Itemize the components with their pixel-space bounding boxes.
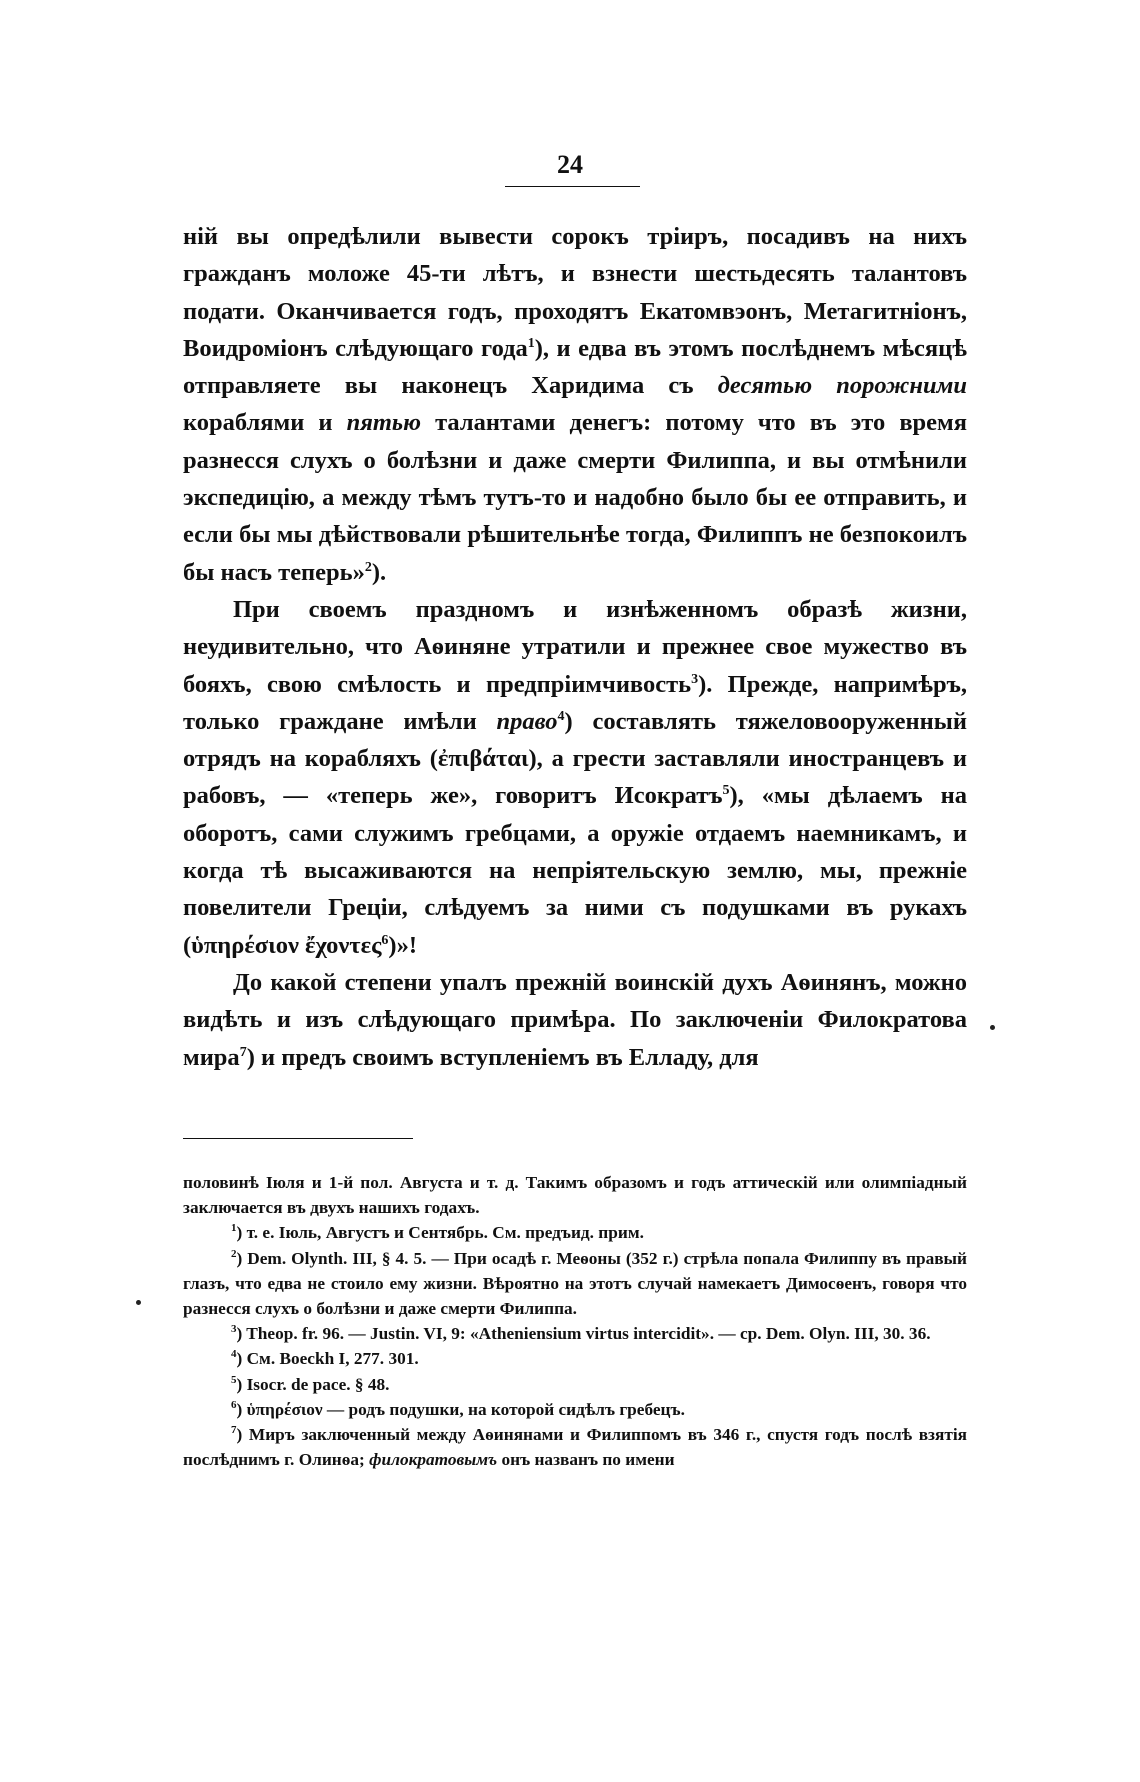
text-run: При своемъ праздномъ и изнѣженномъ образѣ жизни, неудивительно, что Аѳиняне утратили и прежнее свое мужество въ бояхъ, свою смѣлость и предпріимчивость [183,595,967,698]
text-run: ), и едва въ этомъ послѣднемъ мѣсяцѣ отправляете вы наконецъ Харидима съ [183,334,967,400]
text-run: ) т. е. Іюль, Августъ и Сентябрь. См. предъид. прим. [236,1223,644,1243]
footnote-marker: 5 [722,783,730,799]
text-run: ). Прежде, напримѣръ, только граждане имѣли [183,670,967,735]
footnote-marker: 5 [231,1373,237,1386]
header-rule [505,186,640,187]
footnote-4 [183,1346,967,1371]
footnote-6 [183,1397,967,1422]
footnote-continuation [183,1170,967,1220]
text-run: кораблями и [183,409,347,437]
margin-speck [990,1025,995,1030]
italic-text: филократовымъ [369,1450,498,1470]
footnote-marker: 1 [231,1222,237,1235]
italic-text: пятью [346,409,422,437]
text-run: онъ названъ по имени [497,1450,675,1470]
text-run: До какой степени упалъ прежній воинскій духъ Аѳинянъ, можно видѣть и изъ слѣдующаго примѣра. По заключеніи Филократова мира [183,968,967,1071]
footnote-marker: 7 [231,1424,237,1437]
text-run: ) Dem. Olynth. III, § 4. 5. — При осадѣ г. Меѳоны (352 г.) стрѣла попала Филиппу въ правый глазъ, что едва не стоило ему жизни. Вѣроятно на этотъ случай намекаетъ Димосѳенъ, говоря что разнесся слухъ о болѣзни и даже смерти Филиппа. [183,1248,967,1319]
text-run: ) Isocr. de pace. § 48. [236,1374,390,1394]
footnote-marker: 6 [231,1399,237,1412]
footnote-marker: 2 [231,1247,237,1260]
footnote-5 [183,1372,967,1397]
paragraph-3 [183,964,967,1076]
page-number: 24 [557,150,583,179]
margin-speck [136,1300,141,1305]
text-run: )»! [388,931,417,959]
footnote-marker: 6 [381,932,389,948]
footnote-7 [183,1422,967,1472]
footnote-1 [183,1220,967,1245]
text-run: ). [371,558,387,586]
text-run: половинѣ Іюля и 1-й пол. Августа и т. д. Такимъ образомъ и годъ аттическій или олимпіадный заключается въ двухъ нашихъ годахъ. [183,1173,967,1218]
text-run: ), «мы дѣлаемъ на оборотъ, сами служимъ гребцами, а оружіе отдаемъ наемникамъ, и когда тѣ высаживаются на непріятельскую землю, мы, прежніе повелители Греціи, слѣдуемъ за ними съ подушками въ рукахъ (ὑπηρέσιον ἔχοντες [183,782,968,959]
body-text [183,218,967,1076]
paragraph-1 [183,218,967,591]
footnote-marker: 4 [557,708,565,724]
footnote-marker: 4 [231,1348,237,1361]
footnote-marker: 2 [364,559,372,575]
text-run: ) ὑπηρέσιον — родъ подушки, на которой сидѣлъ гребецъ. [236,1399,685,1419]
italic-text: десятью порожними [717,372,967,400]
footnote-2 [183,1246,967,1322]
footnote-marker: 1 [527,335,535,351]
text-run: ) См. Boeckh I, 277. 301. [236,1349,419,1369]
footnote-marker: 7 [239,1044,247,1060]
paragraph-2 [183,591,967,964]
text-run: ) Theop. fr. 96. — Justin. VI, 9: «Atheniensium virtus intercidit». — ср. Dem. Olyn. III, 30. 36. [236,1324,931,1344]
text-run: талантами денегъ: потому что въ это время разнесся слухъ о болѣзни и даже смерти Филиппа, и вы отмѣнили экспедицію, а между тѣмъ тутъ-то и надобно было бы ее отправить, и если бы мы дѣйствовали рѣшительнѣе тогда, Филиппъ не безпокоилъ бы насъ теперь» [183,409,967,586]
footnote-marker: 3 [691,671,699,687]
footnote-marker: 3 [231,1323,237,1336]
footnote-3 [183,1321,967,1346]
text-run: ) составлять тяжеловооруженный отрядъ на корабляхъ (ἐπιβάται), а грести заставляли иностранцевъ и рабовъ, — «теперь же», говоритъ Исократъ [183,707,967,810]
footnote-rule [183,1138,413,1139]
text-run: ) Миръ заключенный между Аѳинянами и Филиппомъ въ 346 г., спустя годъ послѣ взятія послѣднимъ г. Олинѳа; [183,1425,967,1470]
text-run: ній вы опредѣлили вывести сорокъ тріиръ, посадивъ на нихъ гражданъ моложе 45-ти лѣтъ, и взнести шестьдесять талантовъ подати. Оканчивается годъ, проходятъ Екатомвэонъ, Метагитніонъ, Воидроміонъ слѣдующаго года [183,223,967,362]
italic-text: право [496,707,558,735]
footnotes [183,1170,967,1472]
text-run: ) и предъ своимъ вступленіемъ въ Елладу, для [246,1043,759,1071]
